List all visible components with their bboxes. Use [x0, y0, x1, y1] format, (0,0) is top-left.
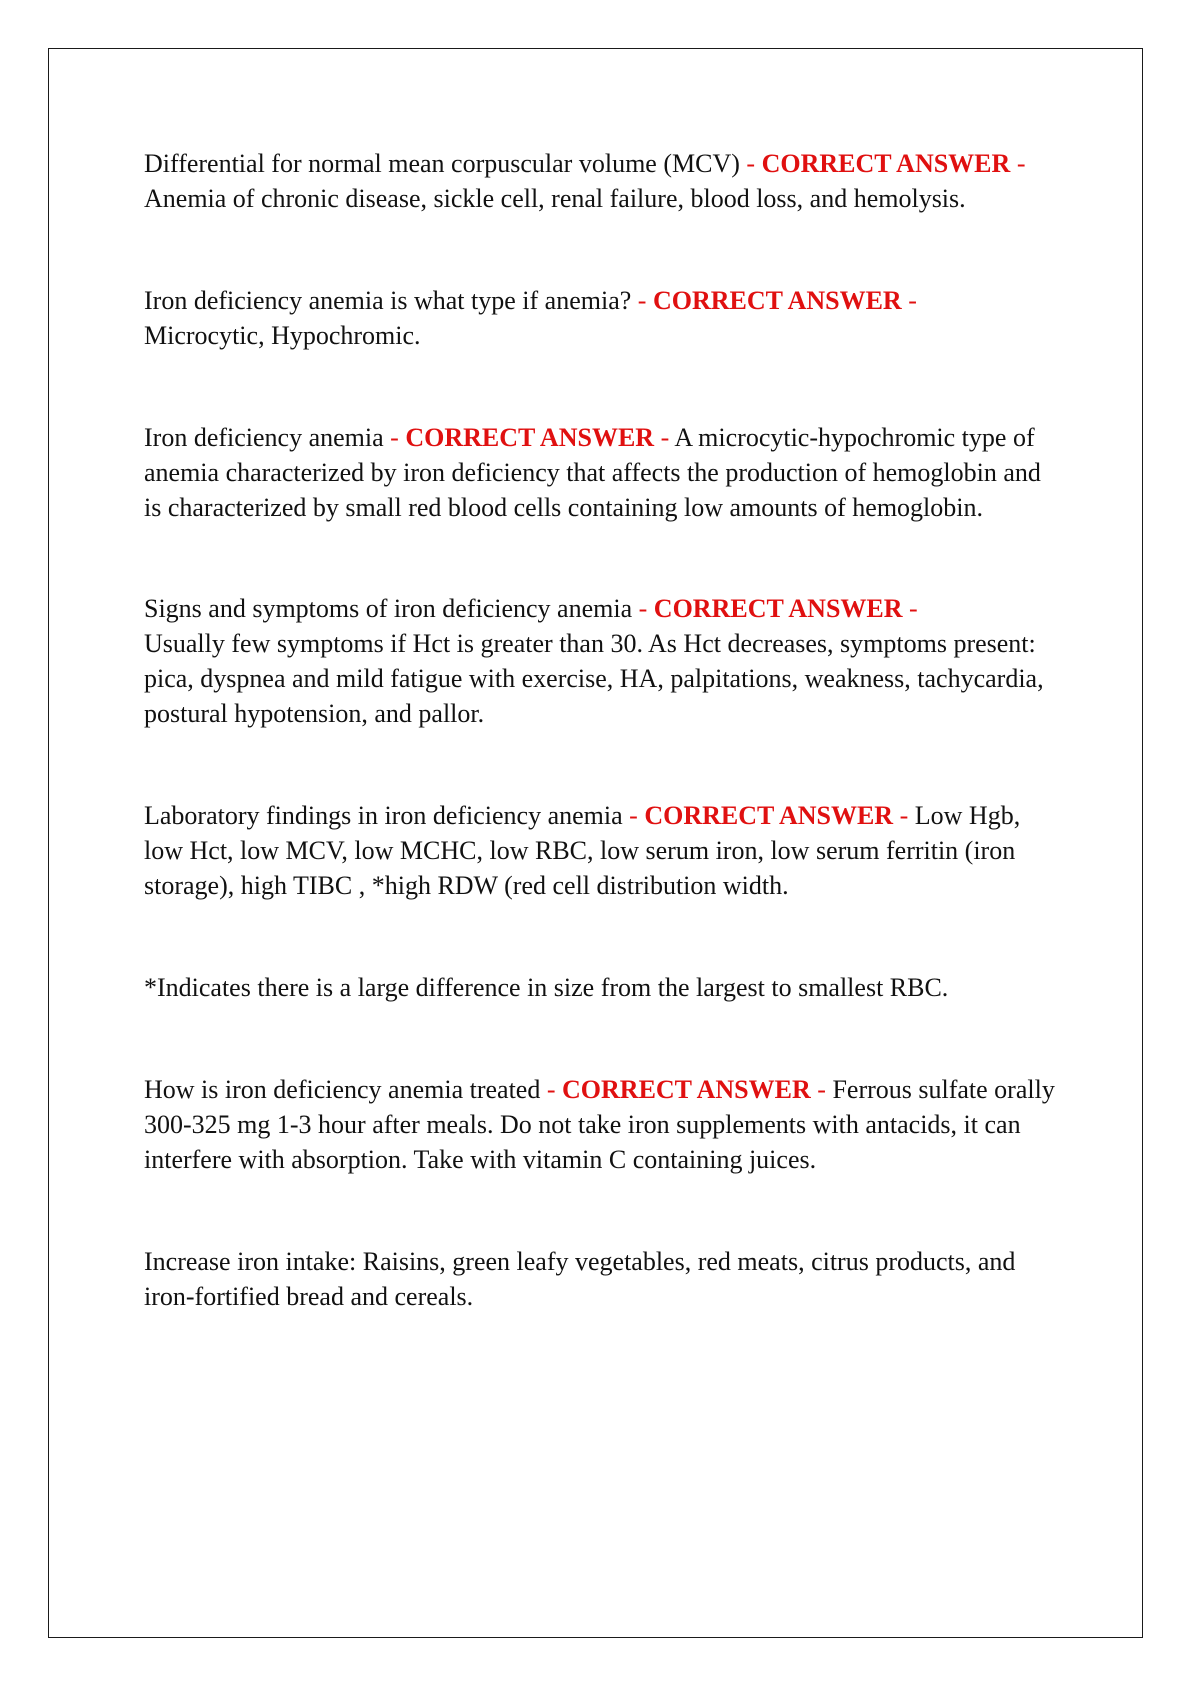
question-text: Signs and symptoms of iron deficiency anemia: [144, 594, 633, 623]
qa-entry: [144, 798, 1064, 903]
answer-label: CORRECT ANSWER: [405, 423, 655, 452]
qa-entry: [144, 591, 1064, 731]
separator: -: [899, 801, 909, 830]
answer-text: Low Hgb, low Hct, low MCV, low MCHC, low RBC, low serum iron, low serum ferritin (iron storage), high TIBC , *high RDW (red cell distribution width.: [144, 801, 1021, 900]
qa-entry: [144, 146, 1064, 216]
question-text: How is iron deficiency anemia treated: [144, 1075, 541, 1104]
separator: -: [390, 423, 399, 452]
separator: -: [637, 286, 647, 315]
qa-entry: [144, 1072, 1064, 1177]
question-text: Iron deficiency anemia is what type if anemia?: [144, 286, 632, 315]
separator: -: [908, 286, 917, 315]
answer-label: CORRECT ANSWER: [761, 149, 1011, 178]
answer-text: A microcytic-hypochromic type of anemia characterized by iron deficiency that affects the production of hemoglobin and is characterized by small red blood cells containing low amounts of hemoglobin.: [144, 423, 1041, 522]
document-body: [144, 146, 1064, 1314]
answer-text: Microcytic, Hypochromic.: [144, 321, 421, 350]
answer-label: CORRECT ANSWER: [644, 801, 894, 830]
separator: -: [629, 801, 638, 830]
qa-entry: [144, 283, 1064, 353]
question-text: Laboratory findings in iron deficiency anemia: [144, 801, 623, 830]
separator: -: [1016, 149, 1026, 178]
separator: -: [638, 594, 648, 623]
question-text: Iron deficiency anemia: [144, 423, 384, 452]
answer-label: CORRECT ANSWER: [652, 286, 902, 315]
closing-paragraph: Increase iron intake: Raisins, green leafy vegetables, red meats, citrus products, and iron-fortified bread and cereals.: [144, 1247, 1016, 1311]
answer-text: Usually few symptoms if Hct is greater than 30. As Hct decreases, symptoms present: pica, dyspnea and mild fatigue with exercise, HA, palpitations, weakness, tachycardia, postural hypotension, and pallor.: [144, 629, 1044, 728]
answer-label: CORRECT ANSWER: [653, 594, 903, 623]
question-text: Differential for normal mean corpuscular volume (MCV): [144, 149, 740, 178]
separator: -: [746, 149, 756, 178]
separator: -: [546, 1075, 556, 1104]
qa-entry: [144, 420, 1064, 525]
separator: -: [660, 423, 670, 452]
answer-text: Anemia of chronic disease, sickle cell, renal failure, blood loss, and hemolysis.: [144, 184, 966, 213]
separator: -: [817, 1075, 826, 1104]
separator: -: [909, 594, 918, 623]
footnote-note: *Indicates there is a large difference in size from the largest to smallest RBC.: [144, 973, 949, 1002]
answer-text: Ferrous sulfate orally 300-325 mg 1-3 hour after meals. Do not take iron supplements with antacids, it can interfere with absorption. Take with vitamin C containing juices.: [144, 1075, 1055, 1174]
answer-label: CORRECT ANSWER: [562, 1075, 811, 1104]
